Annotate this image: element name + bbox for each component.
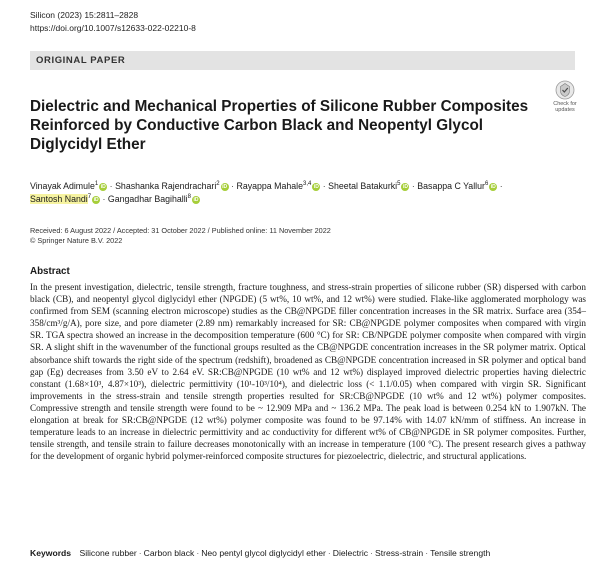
author-separator: · bbox=[100, 193, 108, 204]
publication-dates bbox=[30, 226, 331, 245]
keyword[interactable]: Dielectric bbox=[332, 548, 369, 558]
author-affiliation: 6 bbox=[484, 181, 489, 188]
author-item bbox=[30, 194, 100, 204]
author-affiliation: 1 bbox=[94, 181, 99, 188]
article-title: Dielectric and Mechanical Properties of Silicone Rubber Composites Reinforced by Conductive Carbon Black and Neopentyl Glycol Diglycidyl Ether bbox=[30, 98, 529, 153]
orcid-icon[interactable]: iD bbox=[193, 196, 199, 203]
abstract-text: In the present investigation, dielectric, tensile strength, fracture toughness, and stress-strain properties of silicone rubber (SR) dispersed with carbon black (CB), and neopentyl glycol diglycidyl ether (NPGDE) (5 wt%, 10 wt%, and 12 wt%) were studied. Flake-like agglomerated morphology was confirmed from SEM (scanning electron microscope) studies as the CB@NPGDE filler concentration increases in the SR matrix. Surface area (354–358/cm³/g/A), pore size, and pore diameter (2.89 nm) remarkably increased for SR: CB@NPGDE polymer composites when compared with virgin SR. TGA spectra showed an increase in the decomposition temperature (600 °C) for SR: CB/NPGDE polymer composite when compared with virgin SR. A slight shift in the wavenumber of the functional groups resulted as the CB@NPGDE concentration increases in the SR polymer matrix. Optical absorbance shift towards the right side of the spectrum (redshift), broadened as CB@NPGDE concentration increased in SR polymer and optical band gap (Eg) decreases from 3.50 eV to 2.64 eV. SR:CB@NPGDE (10 wt% and 12 wt%) displayed improved dielectric properties having dielectric constant (1.68×10³, 4.87×10³), dielectric permittivity (10¹-10³/10⁴), and dielectric loss (< 1.1/0.05) when compared with virgin SR. Significant improvements in the stress-strain and tensile strength properties resulted for SR:CB@NPGDE (10 wt% and 12 wt%) polymer composites. Compressive strength and tensile strength were found to be ~ 12.909 MPa and ~ 136.2 MPa. The peak load is between 0.254 kN to 1.907kN. The elongation at break for SR:CB@NPGDE (12 wt%) polymer composite was found to be 97.14% with 14.07 kN/mm of stiffness. An increase in temperature leads to an increase in dielectric permittivity and ac conductivity for different wt% of CB@NPGDE in SR polymer composites. Further, tensile strength, and tensile strain to failure decreases monotonically with an increase in temperature (100 °C). The present research gives a pathway for the development of organic hybrid polymer-reinforced composite structures for piezoelectric, dielectric, and structural applications. bbox=[30, 282, 586, 462]
article-type-banner: ORIGINAL PAPER bbox=[30, 51, 575, 70]
keyword[interactable]: Carbon black bbox=[143, 548, 195, 558]
author-name[interactable]: Santosh Nandi bbox=[30, 193, 88, 204]
author-separator: · bbox=[107, 181, 116, 191]
author-separator: · bbox=[497, 181, 503, 191]
author-name[interactable]: Sheetal Batakurki bbox=[328, 181, 398, 191]
orcid-icon[interactable]: iD bbox=[313, 184, 319, 190]
author-list bbox=[30, 180, 550, 205]
keywords-list bbox=[79, 548, 490, 558]
orcid-icon[interactable]: iD bbox=[222, 184, 228, 190]
author-separator: · bbox=[228, 181, 237, 191]
keyword[interactable]: Neo pentyl glycol diglycidyl ether bbox=[201, 548, 326, 558]
author-name[interactable]: Basappa C Yallur bbox=[417, 181, 485, 191]
keywords-label: Keywords bbox=[30, 548, 72, 558]
journal-header bbox=[30, 9, 196, 35]
author-affiliation: 8 bbox=[187, 193, 191, 200]
keyword[interactable]: Silicone rubber bbox=[79, 548, 137, 558]
keyword[interactable]: Stress-strain bbox=[374, 548, 424, 558]
author-item bbox=[417, 181, 497, 191]
abstract-heading: Abstract bbox=[30, 266, 70, 277]
orcid-icon[interactable]: iD bbox=[100, 184, 106, 190]
keyword-separator: · bbox=[425, 548, 429, 558]
orcid-icon[interactable]: iD bbox=[402, 184, 408, 190]
orcid-icon[interactable]: iD bbox=[490, 184, 496, 190]
author-affiliation: 2 bbox=[216, 181, 220, 188]
keywords-section bbox=[30, 547, 590, 559]
author-item bbox=[328, 181, 409, 191]
keyword-separator: · bbox=[370, 548, 373, 558]
author-separator: · bbox=[320, 181, 329, 191]
keyword[interactable]: Tensile strength bbox=[430, 548, 491, 558]
author-affiliation: 7 bbox=[87, 193, 92, 200]
author-name[interactable]: Rayappa Mahale bbox=[236, 181, 303, 191]
check-for-updates-icon bbox=[555, 80, 575, 100]
check-for-updates-button[interactable] bbox=[548, 80, 582, 118]
author-item bbox=[115, 181, 229, 191]
author-affiliation: 5 bbox=[397, 181, 401, 188]
journal-citation: Silicon (2023) 15:2811–2828 bbox=[30, 10, 139, 20]
author-separator: · bbox=[409, 181, 418, 191]
doi-link[interactable]: https://doi.org/10.1007/s12633-022-02210-8 bbox=[30, 23, 196, 33]
keyword-separator: · bbox=[138, 548, 142, 558]
publication-history: Received: 6 August 2022 / Accepted: 31 October 2022 / Published online: 11 November 2022 bbox=[30, 226, 331, 235]
author-item bbox=[236, 181, 320, 191]
keyword-separator: · bbox=[327, 548, 331, 558]
author-item bbox=[30, 181, 107, 191]
orcid-icon[interactable]: iD bbox=[93, 196, 99, 203]
author-name[interactable]: Vinayak Adimule bbox=[30, 181, 95, 191]
keyword-separator: · bbox=[196, 548, 200, 558]
check-for-updates-label: Check for updates bbox=[553, 101, 577, 113]
copyright-line: © Springer Nature B.V. 2022 bbox=[30, 235, 123, 245]
author-name[interactable]: Shashanka Rajendrachari bbox=[115, 181, 217, 191]
author-item bbox=[108, 194, 200, 204]
author-name[interactable]: Gangadhar Bagihalli bbox=[107, 193, 188, 204]
author-affiliation: 3,4 bbox=[302, 181, 312, 188]
